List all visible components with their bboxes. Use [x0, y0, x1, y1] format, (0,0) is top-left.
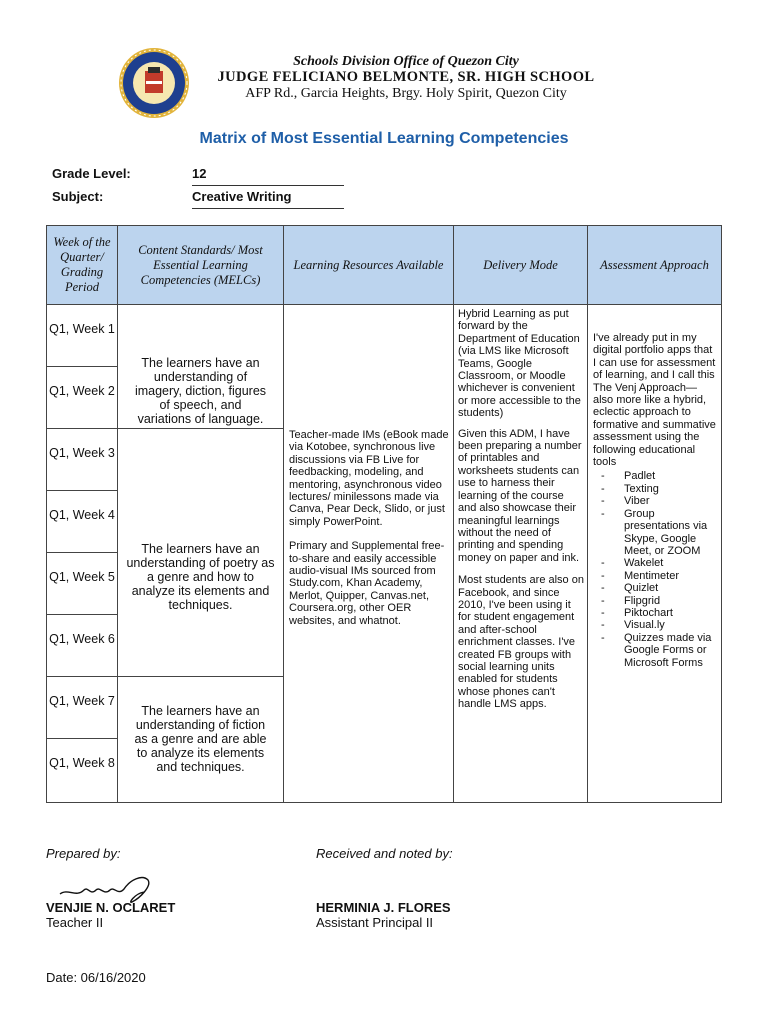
melc-matrix-table [46, 225, 722, 803]
resource-paragraph: Primary and Supplemental free-to-share and easily accessible audio-visual IMs sourced from Study.com, Khan Academy, Merlot, Quipper, Canvas.net, Coursera.org, other OER websites, and whatnot. [289, 540, 445, 627]
list-item: - Quizlet [593, 582, 717, 594]
received-by-label: Received and noted by: [316, 846, 453, 861]
table-header-row [47, 226, 721, 305]
week-cell: Q1, Week 3 [49, 446, 115, 460]
header-content-standards: Content Standards/ Most Essential Learning Competencies (MELCs) [118, 226, 284, 304]
resource-paragraph: Teacher-made IMs (eBook made via Kotobee, synchronous live discussions via FB Live for feedbacking, modeling, and mentoring, asynchronous video lectures/ minilessons made via Canva, Pear Deck, Slido, or just simply PowerPoint. [289, 429, 449, 528]
grid-line [47, 428, 283, 429]
list-item: - Piktochart [593, 607, 717, 619]
learning-resources-cell [289, 429, 449, 627]
list-item: - Mentimeter [593, 570, 717, 582]
school-name: JUDGE FELICIANO BELMONTE, SR. HIGH SCHOOL [217, 69, 595, 85]
grid-line [47, 738, 117, 739]
list-item: - Visual.ly [593, 619, 717, 631]
noter-role: Assistant Principal II [316, 915, 434, 930]
grid-line [47, 614, 117, 615]
week-cell: Q1, Week 1 [49, 322, 115, 336]
delivery-paragraph: Most students are also on Facebook, and since 2010, I've been using it for student engagement and after-school enrichment classes. I've created FB groups with social learning units enabled for students whose phones can't handle LMS apps. [458, 574, 584, 711]
week-cell: Q1, Week 6 [49, 632, 115, 646]
assessment-approach-cell [593, 332, 717, 669]
preparer-role: Teacher II [46, 915, 104, 930]
delivery-paragraph: Hybrid Learning as put forward by the Department of Education (via LMS like Microsoft Teams, Google Classroom, or Moodle whichever is convenient or more accessible to the students) [458, 308, 581, 420]
grid-line [47, 490, 117, 491]
preparer-name: VENJIE N. OCLARET [46, 900, 176, 915]
header-learning-resources: Learning Resources Available [284, 226, 454, 304]
division-name: Schools Division Office of Quezon City [293, 54, 519, 69]
list-item: - Viber [593, 495, 717, 507]
grade-level-value: 12 [192, 166, 344, 186]
grid-line [587, 226, 588, 802]
list-item: - Flipgrid [593, 595, 717, 607]
content-standard-cell: The learners have an understanding of fiction as a genre and are able to analyze its elements and techniques. [134, 704, 267, 774]
header-week: Week of the Quarter/ Grading Period [47, 226, 118, 304]
assessment-intro: I've already put in my digital portfolio apps that I can use for assessment of learning, and I call this The Venj Approach—also more like a hybrid, eclectic approach to formative and summative assessment using the following educational tools [593, 332, 716, 469]
school-address: AFP Rd., Garcia Heights, Brgy. Holy Spirit, Quezon City [245, 86, 567, 101]
grid-line [453, 226, 454, 802]
content-standard-cell: The learners have an understanding of poetry as a genre and how to analyze its elements and techniques. [126, 542, 275, 612]
delivery-mode-cell [458, 308, 584, 711]
grade-level-label: Grade Level: [52, 166, 131, 181]
list-item: - Padlet [593, 470, 717, 482]
header-assessment-approach: Assessment Approach [600, 257, 709, 272]
list-item: - Wakelet [593, 557, 717, 569]
week-cell: Q1, Week 2 [49, 384, 115, 398]
document-date: Date: 06/16/2020 [46, 970, 146, 985]
header-delivery-mode: Delivery Mode [454, 226, 588, 304]
tools-list [593, 470, 717, 669]
noter-name: HERMINIA J. FLORES [316, 900, 451, 915]
content-standard-cell: The learners have an understanding of imagery, diction, figures of speech, and variations of language. [134, 356, 267, 426]
list-item: - Quizzes made via Google Forms or Microsoft Forms [593, 632, 717, 669]
prepared-by-label: Prepared by: [46, 846, 121, 861]
week-cell: Q1, Week 7 [49, 694, 115, 708]
grid-line [47, 676, 283, 677]
delivery-paragraph: Given this ADM, I have been preparing a number of printables and worksheets students can use to harness their learning of the course and also showcase their meaningful learnings without the need of printing and spending money on paper and ink. [458, 427, 582, 564]
grid-line [47, 366, 117, 367]
subject-label: Subject: [52, 189, 104, 204]
subject-value: Creative Writing [192, 189, 344, 209]
list-item: - Group presentations via Skype, Google Meet, or ZOOM [593, 508, 717, 558]
grid-line [47, 552, 117, 553]
week-cell: Q1, Week 4 [49, 508, 115, 522]
grid-line [283, 226, 284, 802]
school-seal-logo [118, 47, 190, 119]
page-title: Matrix of Most Essential Learning Competencies [199, 130, 569, 147]
list-item: - Texting [593, 483, 717, 495]
week-cell: Q1, Week 5 [49, 570, 115, 584]
week-cell: Q1, Week 8 [49, 756, 115, 770]
